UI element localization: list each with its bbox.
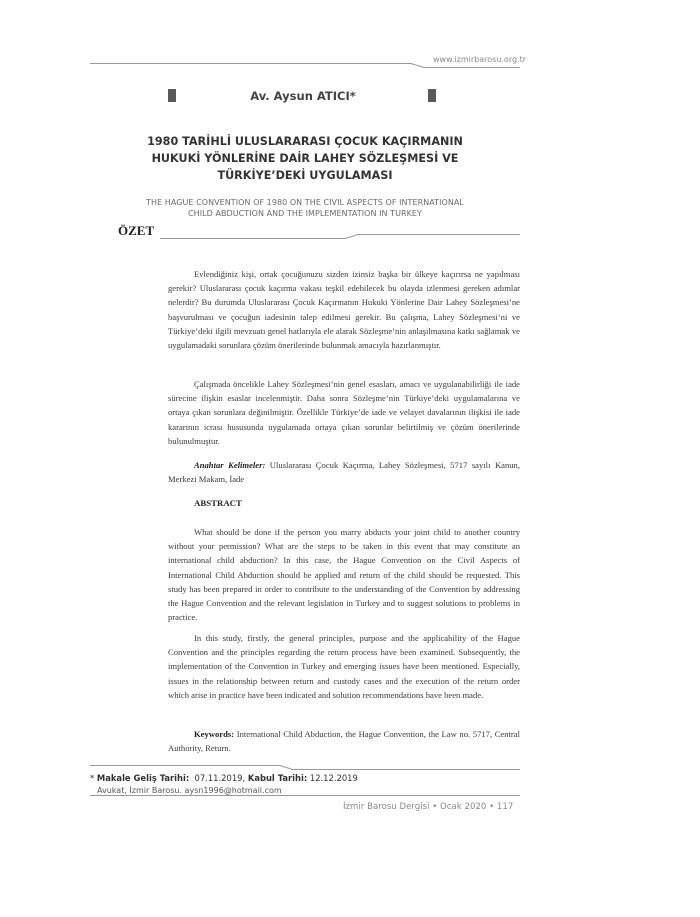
title-english-line: CHILD ABDUCTION AND THE IMPLEMENTATION IN TURKEY <box>188 209 422 218</box>
abstract-paragraph: What should be done if the person you marry abducts your joint child to another country without your permission? What are the steps to be taken in this event that may constitute an international child abduction? In this case, the Hague Convention on the Civil Aspects of International Child Abduction should be applied and return of the child should be requested. This study has been prepared in order to contribute to the understanding of the Convention by addressing the Hague Convention and the relevant legislation in Turkey and to suggest solutions to problems in practice. <box>168 527 520 623</box>
accepted-label: Kabul Tarihi: <box>247 773 308 783</box>
footnote-affiliation: Avukat, İzmir Barosu. aysn1996@hotmail.com <box>97 786 282 795</box>
author-row <box>168 89 438 103</box>
keywords-text: Uluslararası Çocuk Kaçırma, Lahey Sözleşmesi, 5717 sayılı Kanun, Merkezi Makam, İade <box>168 460 520 485</box>
title-turkish-line: HUKUKİ YÖNLERİNE DAİR LAHEY SÖZLEŞMESİ VE <box>151 152 459 165</box>
received-label: Makale Geliş Tarihi: <box>96 773 190 783</box>
footnote-rule-right <box>291 769 520 770</box>
accepted-date: 12.12.2019 <box>309 773 358 783</box>
title-turkish-line: TÜRKİYE’DEKİ UYGULAMASI <box>217 169 393 182</box>
title-english <box>90 197 520 219</box>
abstract-heading: ABSTRACT <box>194 498 242 508</box>
keywords-label: Anahtar Kelimeler: <box>194 460 266 470</box>
ozet-body <box>168 267 520 352</box>
ozet-keywords <box>168 458 520 486</box>
title-turkish <box>90 133 520 184</box>
ozet-paragraph: Çalışmada öncelikle Lahey Sözleşmesi’nin genel esasları, amacı ve uygulanabilirliği ile iade sürecine ilişkin esaslar incelenmiştir. Daha sonra Sözleşme’nin Türkiye’deki uygulamalarına ve ortaya çıkan sorunlara değinilmiştir. Özellikle Türkiye’de iade ve velayet davalarının ilişkisi ile iade kararının icrası hususunda uygulamada ortaya çıkan sorunlar belirtilmiş ve çözüm önerilerinde bulunulmuştur. <box>168 379 520 446</box>
page-footer: İzmir Barosu Dergisi • Ocak 2020 • 117 <box>343 802 514 812</box>
author-name: Av. Aysun ATICI* <box>250 89 356 103</box>
ozet-paragraph: Evlendiğiniz kişi, ortak çocuğunuzu sizden izinsiz başka bir ülkeye kaçırırsa ne yapılması gerekir? Uluslararası çocuk kaçırma vakası teşkil edebilecek bu olayda izlenmesi gereken adımlar nelerdir? Bu durumda Uluslararası Çocuk Kaçırmanın Hukuki Yönlerine Dair Lahey Sözleşmesi’ne başvurulması ve çocuğun iadesinin talep edilmesi gerekir. Bu çalışma, Lahey Sözleşmesi’ni ve Türkiye’deki ilgili mevzuatı genel hatlarıyla ele alarak Sözleşme’nin anlaşılmasına katkı sağlamak ve uygulamadaki sorunlara çözüm önerilerinde bulunmak amacıyla hazırlanmıştır. <box>168 269 520 351</box>
header-rule-slant <box>411 63 424 68</box>
ozet-rule-left <box>160 238 345 239</box>
footnote-dates <box>90 773 358 783</box>
title-english-line: THE HAGUE CONVENTION OF 1980 ON THE CIVIL ASPECTS OF INTERNATIONAL <box>146 198 464 207</box>
author-block-right <box>428 89 436 102</box>
keywords-label-en: Keywords: <box>194 729 235 739</box>
footnote-rule-left <box>90 765 280 766</box>
footnote-marker: * <box>90 773 97 783</box>
abstract-paragraph: In this study, firstly, the general principles, purpose and the applicability of the Hague Convention and the principles regarding the return process have been examined. Subsequently, the implementation of the Convention in Turkey and emerging issues have been mentioned. Especially, issues in the relationship between return and custody cases and the execution of the return order which arise in practice have been indicated and solution recommendations have been made. <box>168 633 520 700</box>
abstract-keywords <box>168 727 520 755</box>
ozet-heading: ÖZET <box>118 223 155 238</box>
footnote-rule-slant <box>280 765 292 769</box>
header-rule-right <box>423 67 520 68</box>
abstract-body-2 <box>168 631 520 702</box>
ozet-body-2 <box>168 377 520 448</box>
keywords-text-en: International Child Abduction, the Hague Convention, the Law no. 5717, Central Authority, Return. <box>168 729 520 754</box>
received-date: 07.11.2019, <box>194 773 246 783</box>
header-rule-left <box>90 63 412 64</box>
journal-url: www.izmirbarosu.org.tr <box>433 55 527 64</box>
ozet-rule-slant <box>345 234 358 239</box>
footer-rule <box>90 795 520 796</box>
abstract-body <box>168 525 520 624</box>
ozet-rule-right <box>357 234 520 235</box>
title-turkish-line: 1980 TARİHLİ ULUSLARARASI ÇOCUK KAÇIRMANIN <box>147 135 463 148</box>
